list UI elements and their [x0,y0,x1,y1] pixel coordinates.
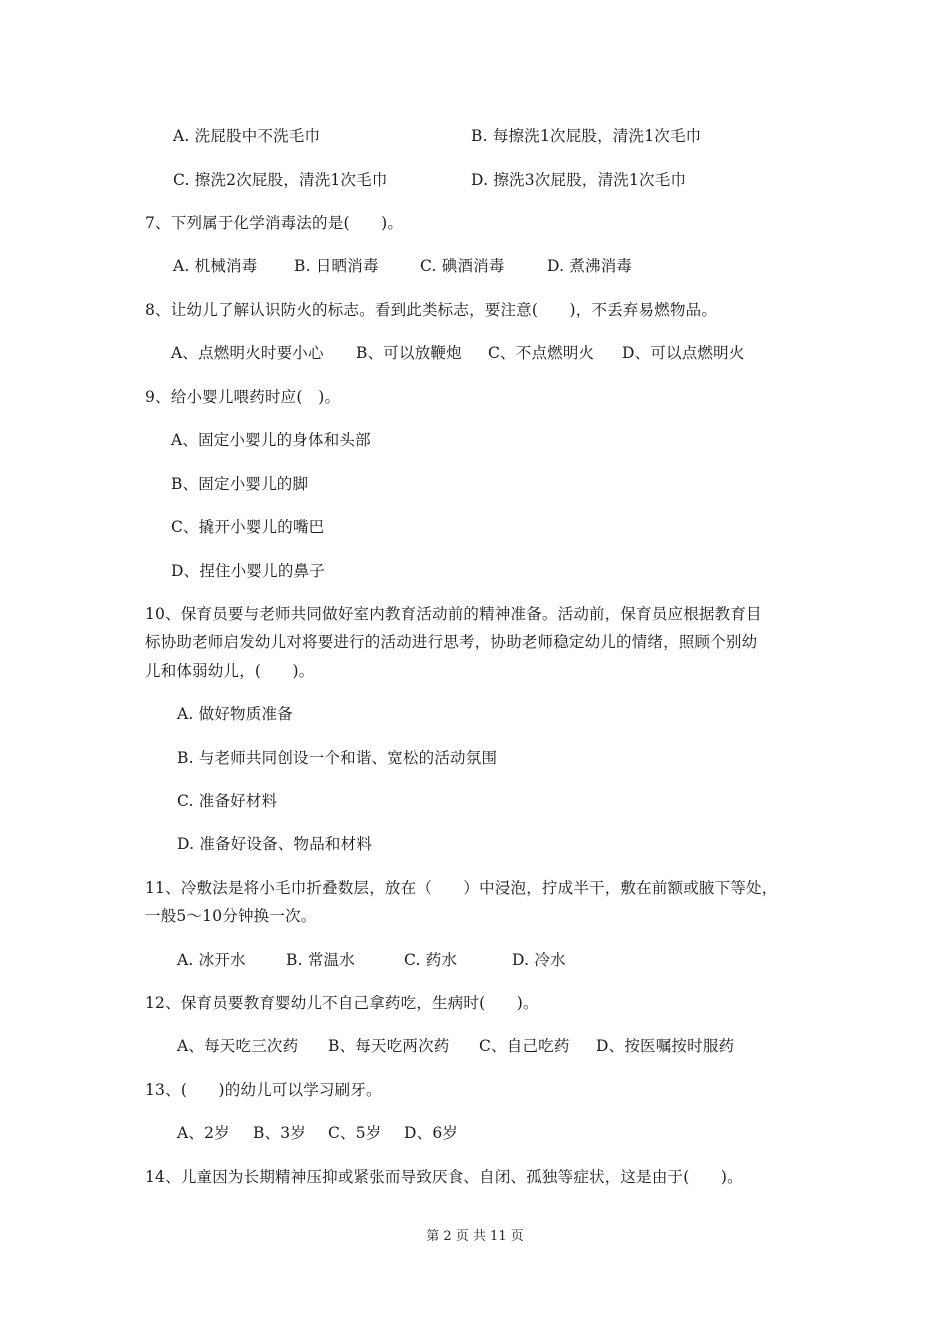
question-10-stem-line-2: 标协助老师启发幼儿对将要进行的活动进行思考，协助老师稳定幼儿的情绪，照顾个别幼 [145,633,758,651]
question-11-stem-line-1: 11、冷敷法是将小毛巾折叠数层，放在（ ）中浸泡，拧成半干，敷在前额或腋下等处， [145,879,778,897]
q12-option-a: A、每天吃三次药 [177,1037,299,1055]
q7-option-b: B. 日晒消毒 [294,257,379,275]
q11-option-a: A. 冰开水 [177,951,246,969]
q11-option-b: B. 常温水 [286,951,355,969]
q13-option-a: A、2岁 [177,1124,230,1142]
question-10-stem-line-1: 10、保育员要与老师共同做好室内教育活动前的精神准备。活动前，保育员应根据教育目 [145,605,762,623]
question-10-stem-line-3: 儿和体弱幼儿，( )。 [145,662,315,680]
q7-option-d: D. 煮沸消毒 [547,257,633,275]
q7-option-a: A. 机械消毒 [173,257,258,275]
q11-option-d: D. 冷水 [512,951,566,969]
question-9-stem: 9、给小婴儿喂药时应( )。 [145,388,341,406]
question-8-stem: 8、让幼儿了解认识防火的标志。看到此类标志，要注意( )，不丢弃易燃物品。 [145,301,718,319]
q8-option-b: B、可以放鞭炮 [356,344,462,362]
q9-option-a: A、固定小婴儿的身体和头部 [171,431,371,449]
q6-option-d: D. 擦洗3次屁股，清洗1次毛巾 [471,171,687,189]
q12-option-b: B、每天吃两次药 [328,1037,450,1055]
q9-option-b: B、固定小婴儿的脚 [171,475,309,493]
q13-option-c: C、5岁 [328,1124,382,1142]
q12-option-c: C、自己吃药 [479,1037,570,1055]
question-7-stem: 7、下列属于化学消毒法的是( )。 [145,214,404,232]
q8-option-d: D、可以点燃明火 [622,344,745,362]
question-11-stem-line-2: 一般5～10分钟换一次。 [145,907,317,925]
question-12-stem: 12、保育员要教育婴幼儿不自己拿药吃，生病时( )。 [145,994,539,1012]
question-14-stem: 14、儿童因为长期精神压抑或紧张而导致厌食、自闭、孤独等症状，这是由于( )。 [145,1168,743,1186]
q10-option-d: D. 准备好设备、物品和材料 [177,835,373,853]
q8-option-c: C、不点燃明火 [488,344,595,362]
q9-option-c: C、撬开小婴儿的嘴巴 [171,518,325,536]
q7-option-c: C. 碘酒消毒 [420,257,505,275]
q10-option-c: C. 准备好材料 [177,792,278,810]
q9-option-d: D、捏住小婴儿的鼻子 [171,562,325,580]
q6-option-c: C. 擦洗2次屁股，清洗1次毛巾 [173,171,388,189]
q13-option-b: B、3岁 [253,1124,307,1142]
q12-option-d: D、按医嘱按时服药 [596,1037,735,1055]
q8-option-a: A、点燃明火时要小心 [171,344,324,362]
q10-option-b: B. 与老师共同创设一个和谐、宽松的活动氛围 [177,749,498,767]
q11-option-c: C. 药水 [404,951,458,969]
q6-option-b: B. 每擦洗1次屁股，清洗1次毛巾 [471,127,702,145]
q6-option-a: A. 洗屁股中不洗毛巾 [173,127,321,145]
q13-option-d: D、6岁 [404,1124,459,1142]
question-13-stem: 13、( )的幼儿可以学习刷牙。 [145,1081,382,1099]
page-footer: 第 2 页 共 11 页 [426,1229,524,1244]
q10-option-a: A. 做好物质准备 [177,705,293,723]
